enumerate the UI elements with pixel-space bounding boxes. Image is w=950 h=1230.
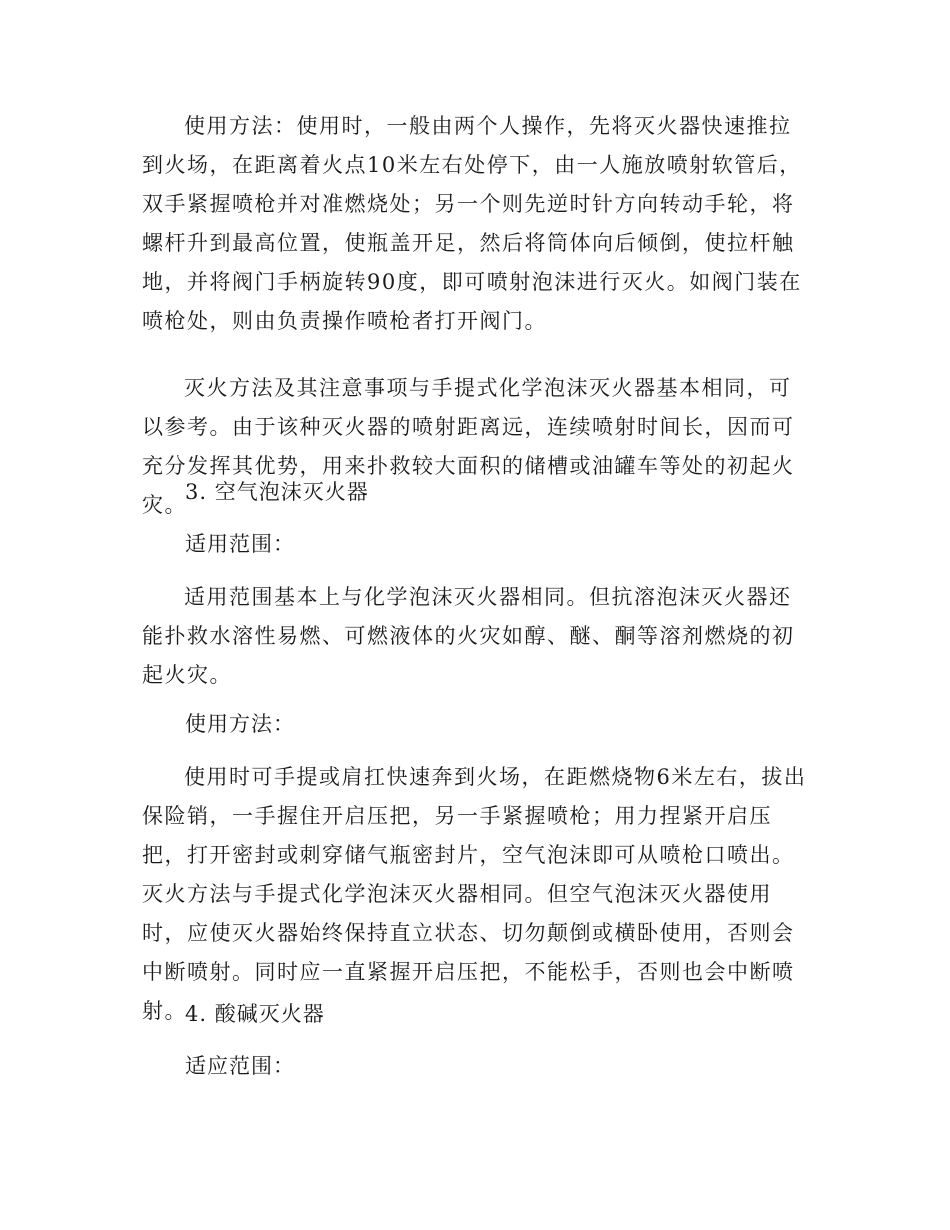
section-heading-air-foam: 3. 空气泡沫灭火器 (185, 480, 369, 504)
paragraph-notes: 灭火方法及其注意事项与手提式化学泡沫灭火器基本相同，可以参考。由于该种灭火器的喷射距离远，连续喷射时间长，因而可充分发挥其优势，用来扑救较大面积的储槽或油罐车等处的初起火灾。 (142, 376, 795, 517)
section-heading-acid-alkali: 4. 酸碱灭火器 (185, 1002, 325, 1026)
paragraph-scope: 适用范围基本上与化学泡沫灭火器相同。但抗溶泡沫灭火器还能扑救水溶性易燃、可燃液体的火灾如醇、醚、酮等溶剂燃烧的初起火灾。 (142, 585, 795, 687)
paragraph-air-usage-method-mobile: 使用方法：使用时，一般由两个人操作，先将灭火器快速推拉到火场，在距离着火点10米左右处停下，由一人施放喷射软管后，双手紧握喷枪并对准燃烧处；另一个则先逆时针方向转动手轮，将螺杆升到最高位置，使瓶盖开足，然后将筒体向后倾倒，使拉杆触地，并将阀门手柄旋转90度，即可喷射泡沫进行灭火。如阀门装在喷枪处，则由负责操作喷枪者打开阀门。 (142, 114, 802, 333)
subheading-applicable-scope: 适应范围： (185, 1054, 295, 1078)
subheading-scope: 适用范围： (185, 532, 295, 556)
subheading-usage-method: 使用方法： (185, 712, 295, 736)
paragraph-usage-method: 使用时可手提或肩扛快速奔到火场，在距燃烧物6米左右，拔出保险销，一手握住开启压把，另一手紧握喷枪；用力捏紧开启压把，打开密封或刺穿储气瓶密封片，空气泡沫即可从喷枪口喷出。灭火方法与手提式化学泡沫灭火器相同。但空气泡沫灭火器使用时，应使灭火器始终保持直立状态、切勿颠倒或横卧使用，否则会中断喷射。同时应一直紧握开启压把，不能松手，否则也会中断喷射。 (142, 765, 807, 1023)
